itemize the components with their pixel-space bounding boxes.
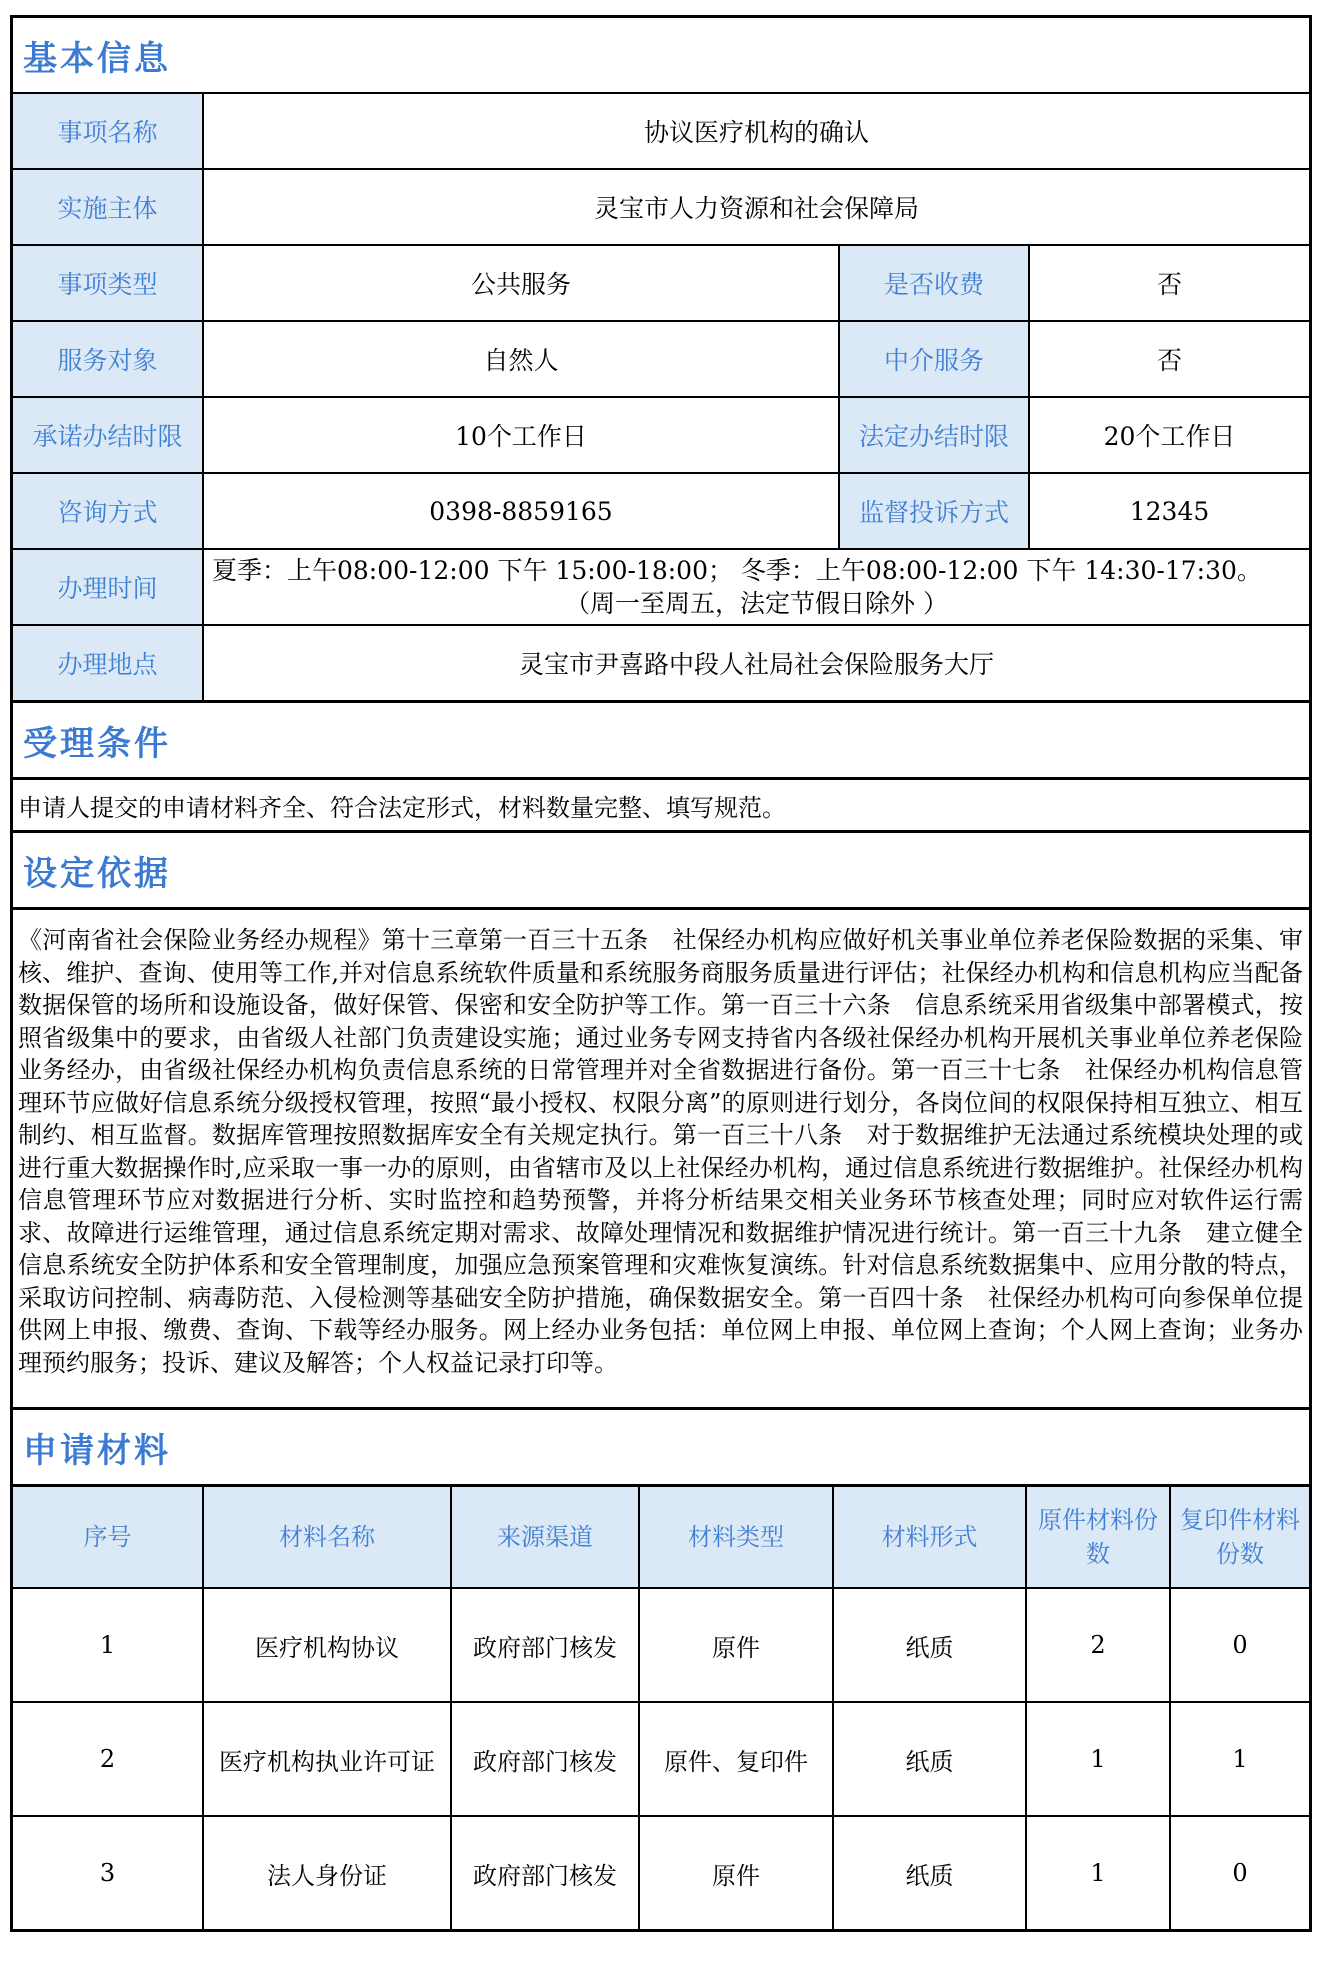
materials-header-row (13, 1484, 1309, 1587)
materials-row (13, 1587, 1309, 1701)
materials-cell: 法人身份证 (202, 1817, 450, 1929)
materials-cell: 纸质 (832, 1817, 1025, 1929)
row-label: 承诺办结时限 (13, 398, 202, 472)
section-title-acceptance: 受理条件 (23, 723, 171, 764)
row-value (202, 550, 1309, 624)
row-value: 灵宝市尹喜路中段人社局社会保险服务大厅 (202, 626, 1309, 700)
materials-cell: 0 (1169, 1817, 1309, 1929)
row-label: 实施主体 (13, 170, 202, 244)
materials-cell: 2 (99, 1745, 116, 1773)
materials-header-cell: 材料类型 (638, 1487, 832, 1587)
info-row (13, 472, 1309, 548)
materials-cell: 政府部门核发 (450, 1817, 638, 1929)
row-value: 协议医疗机构的确认 (202, 94, 1309, 168)
row-label: 办理地点 (13, 626, 202, 700)
row-value: 自然人 (202, 322, 838, 396)
materials-header-cell: 原件材料份数 (1025, 1487, 1169, 1587)
row-label-secondary: 监督投诉方式 (838, 474, 1028, 548)
row-label-secondary: 法定办结时限 (838, 398, 1028, 472)
materials-cell: 医疗机构协议 (202, 1589, 450, 1701)
row-value: 10个工作日 (202, 398, 838, 472)
row-value-secondary: 否 (1028, 322, 1309, 396)
info-row (13, 244, 1309, 320)
info-row (13, 396, 1309, 472)
materials-rows (13, 1587, 1309, 1929)
basic-info-rows (13, 92, 1309, 700)
materials-cell: 纸质 (832, 1589, 1025, 1701)
info-row (13, 548, 1309, 624)
row-value-secondary: 否 (1028, 246, 1309, 320)
service-item-sheet (10, 15, 1312, 1932)
row-label-secondary: 中介服务 (838, 322, 1028, 396)
materials-header-cell: 复印件材料份数 (1169, 1487, 1309, 1587)
section-materials-title-row (13, 1407, 1309, 1484)
row-value-secondary: 20个工作日 (1028, 398, 1309, 472)
section-title-basis: 设定依据 (23, 853, 171, 894)
row-value: 0398-8859165 (202, 474, 838, 548)
materials-row (13, 1815, 1309, 1929)
row-label: 办理时间 (13, 550, 202, 624)
materials-cell: 1 (1169, 1703, 1309, 1815)
materials-cell: 1 (1025, 1817, 1169, 1929)
materials-cell: 1 (99, 1631, 116, 1659)
materials-cell: 0 (1169, 1589, 1309, 1701)
row-value-secondary: 12345 (1028, 474, 1309, 548)
row-label-secondary: 是否收费 (838, 246, 1028, 320)
info-row (13, 320, 1309, 396)
section-title-materials: 申请材料 (23, 1430, 171, 1471)
section-basic-info-title-row (13, 18, 1309, 92)
materials-header-cell: 来源渠道 (450, 1487, 638, 1587)
materials-cell: 原件 (638, 1817, 832, 1929)
materials-cell: 3 (99, 1859, 116, 1887)
row-value: 公共服务 (202, 246, 838, 320)
acceptance-condition-text: 申请人提交的申请材料齐全、符合法定形式，材料数量完整、填写规范。 (13, 777, 1309, 830)
row-label: 服务对象 (13, 322, 202, 396)
materials-cell: 政府部门核发 (450, 1589, 638, 1701)
materials-header-cell: 材料名称 (202, 1487, 450, 1587)
office-hours-line2: （周一至周五，法定节假日除外 ） (565, 589, 948, 618)
materials-header-cell: 材料形式 (832, 1487, 1025, 1587)
row-label: 事项名称 (13, 94, 202, 168)
row-label: 事项类型 (13, 246, 202, 320)
info-row (13, 92, 1309, 168)
section-acceptance-title-row (13, 700, 1309, 777)
row-value: 灵宝市人力资源和社会保障局 (202, 170, 1309, 244)
materials-cell: 纸质 (832, 1703, 1025, 1815)
materials-cell: 2 (1025, 1589, 1169, 1701)
office-hours-line1: 夏季：上午08:00-12:00 下午 15:00-18:00； 冬季：上午08:00-12:00 下午 14:30-17:30。 (212, 556, 1262, 585)
materials-cell: 原件、复印件 (638, 1703, 832, 1815)
materials-cell: 1 (1025, 1703, 1169, 1815)
materials-cell: 政府部门核发 (450, 1703, 638, 1815)
info-row (13, 168, 1309, 244)
materials-cell: 原件 (638, 1589, 832, 1701)
materials-header-cell: 序号 (13, 1487, 202, 1587)
materials-row (13, 1701, 1309, 1815)
materials-cell: 医疗机构执业许可证 (202, 1703, 450, 1815)
section-title-basic-info: 基本信息 (23, 38, 171, 79)
row-label: 咨询方式 (13, 474, 202, 548)
section-basis-title-row (13, 830, 1309, 907)
info-row (13, 624, 1309, 700)
basis-paragraph: 《河南省社会保险业务经办规程》第十三章第一百三十五条 社保经办机构应做好机关事业单位养老保险数据的采集、审核、维护、查询、使用等工作,并对信息系统软件质量和系统服务商服务质量进行评估；社保经办机构和信息机构应当配备数据保管的场所和设施设备，做好保管、保密和安全防护等工作。第一百三十六条 信息系统采用省级集中部署模式，按照省级集中的要求，由省级人社部门负责建设实施；通过业务专网支持省内各级社保经办机构开展机关事业单位养老保险业务经办，由省级社保经办机构负责信息系统的日常管理并对全省数据进行备份。第一百三十七条 社保经办机构信息管理环节应做好信息系统分级授权管理，按照“最小授权、权限分离”的原则进行划分，各岗位间的权限保持相互独立、相互制约、相互监督。数据库管理按照数据库安全有关规定执行。第一百三十八条 对于数据维护无法通过系统模块处理的或进行重大数据操作时,应采取一事一办的原则，由省辖市及以上社保经办机构，通过信息系统进行数据维护。社保经办机构信息管理环节应对数据进行分析、实时监控和趋势预警，并将分析结果交相关业务环节核查处理；同时应对软件运行需求、故障进行运维管理，通过信息系统定期对需求、故障处理情况和数据维护情况进行统计。第一百三十九条 建立健全信息系统安全防护体系和安全管理制度，加强应急预案管理和灾难恢复演练。针对信息系统数据集中、应用分散的特点，采取访问控制、病毒防范、入侵检测等基础安全防护措施，确保数据安全。第一百四十条 社保经办机构可向参保单位提供网上申报、缴费、查询、下载等经办服务。网上经办业务包括：单位网上申报、单位网上查询；个人网上查询；业务办理预约服务；投诉、建议及解答；个人权益记录打印等。 (13, 907, 1309, 1407)
materials-table (13, 1484, 1309, 1929)
